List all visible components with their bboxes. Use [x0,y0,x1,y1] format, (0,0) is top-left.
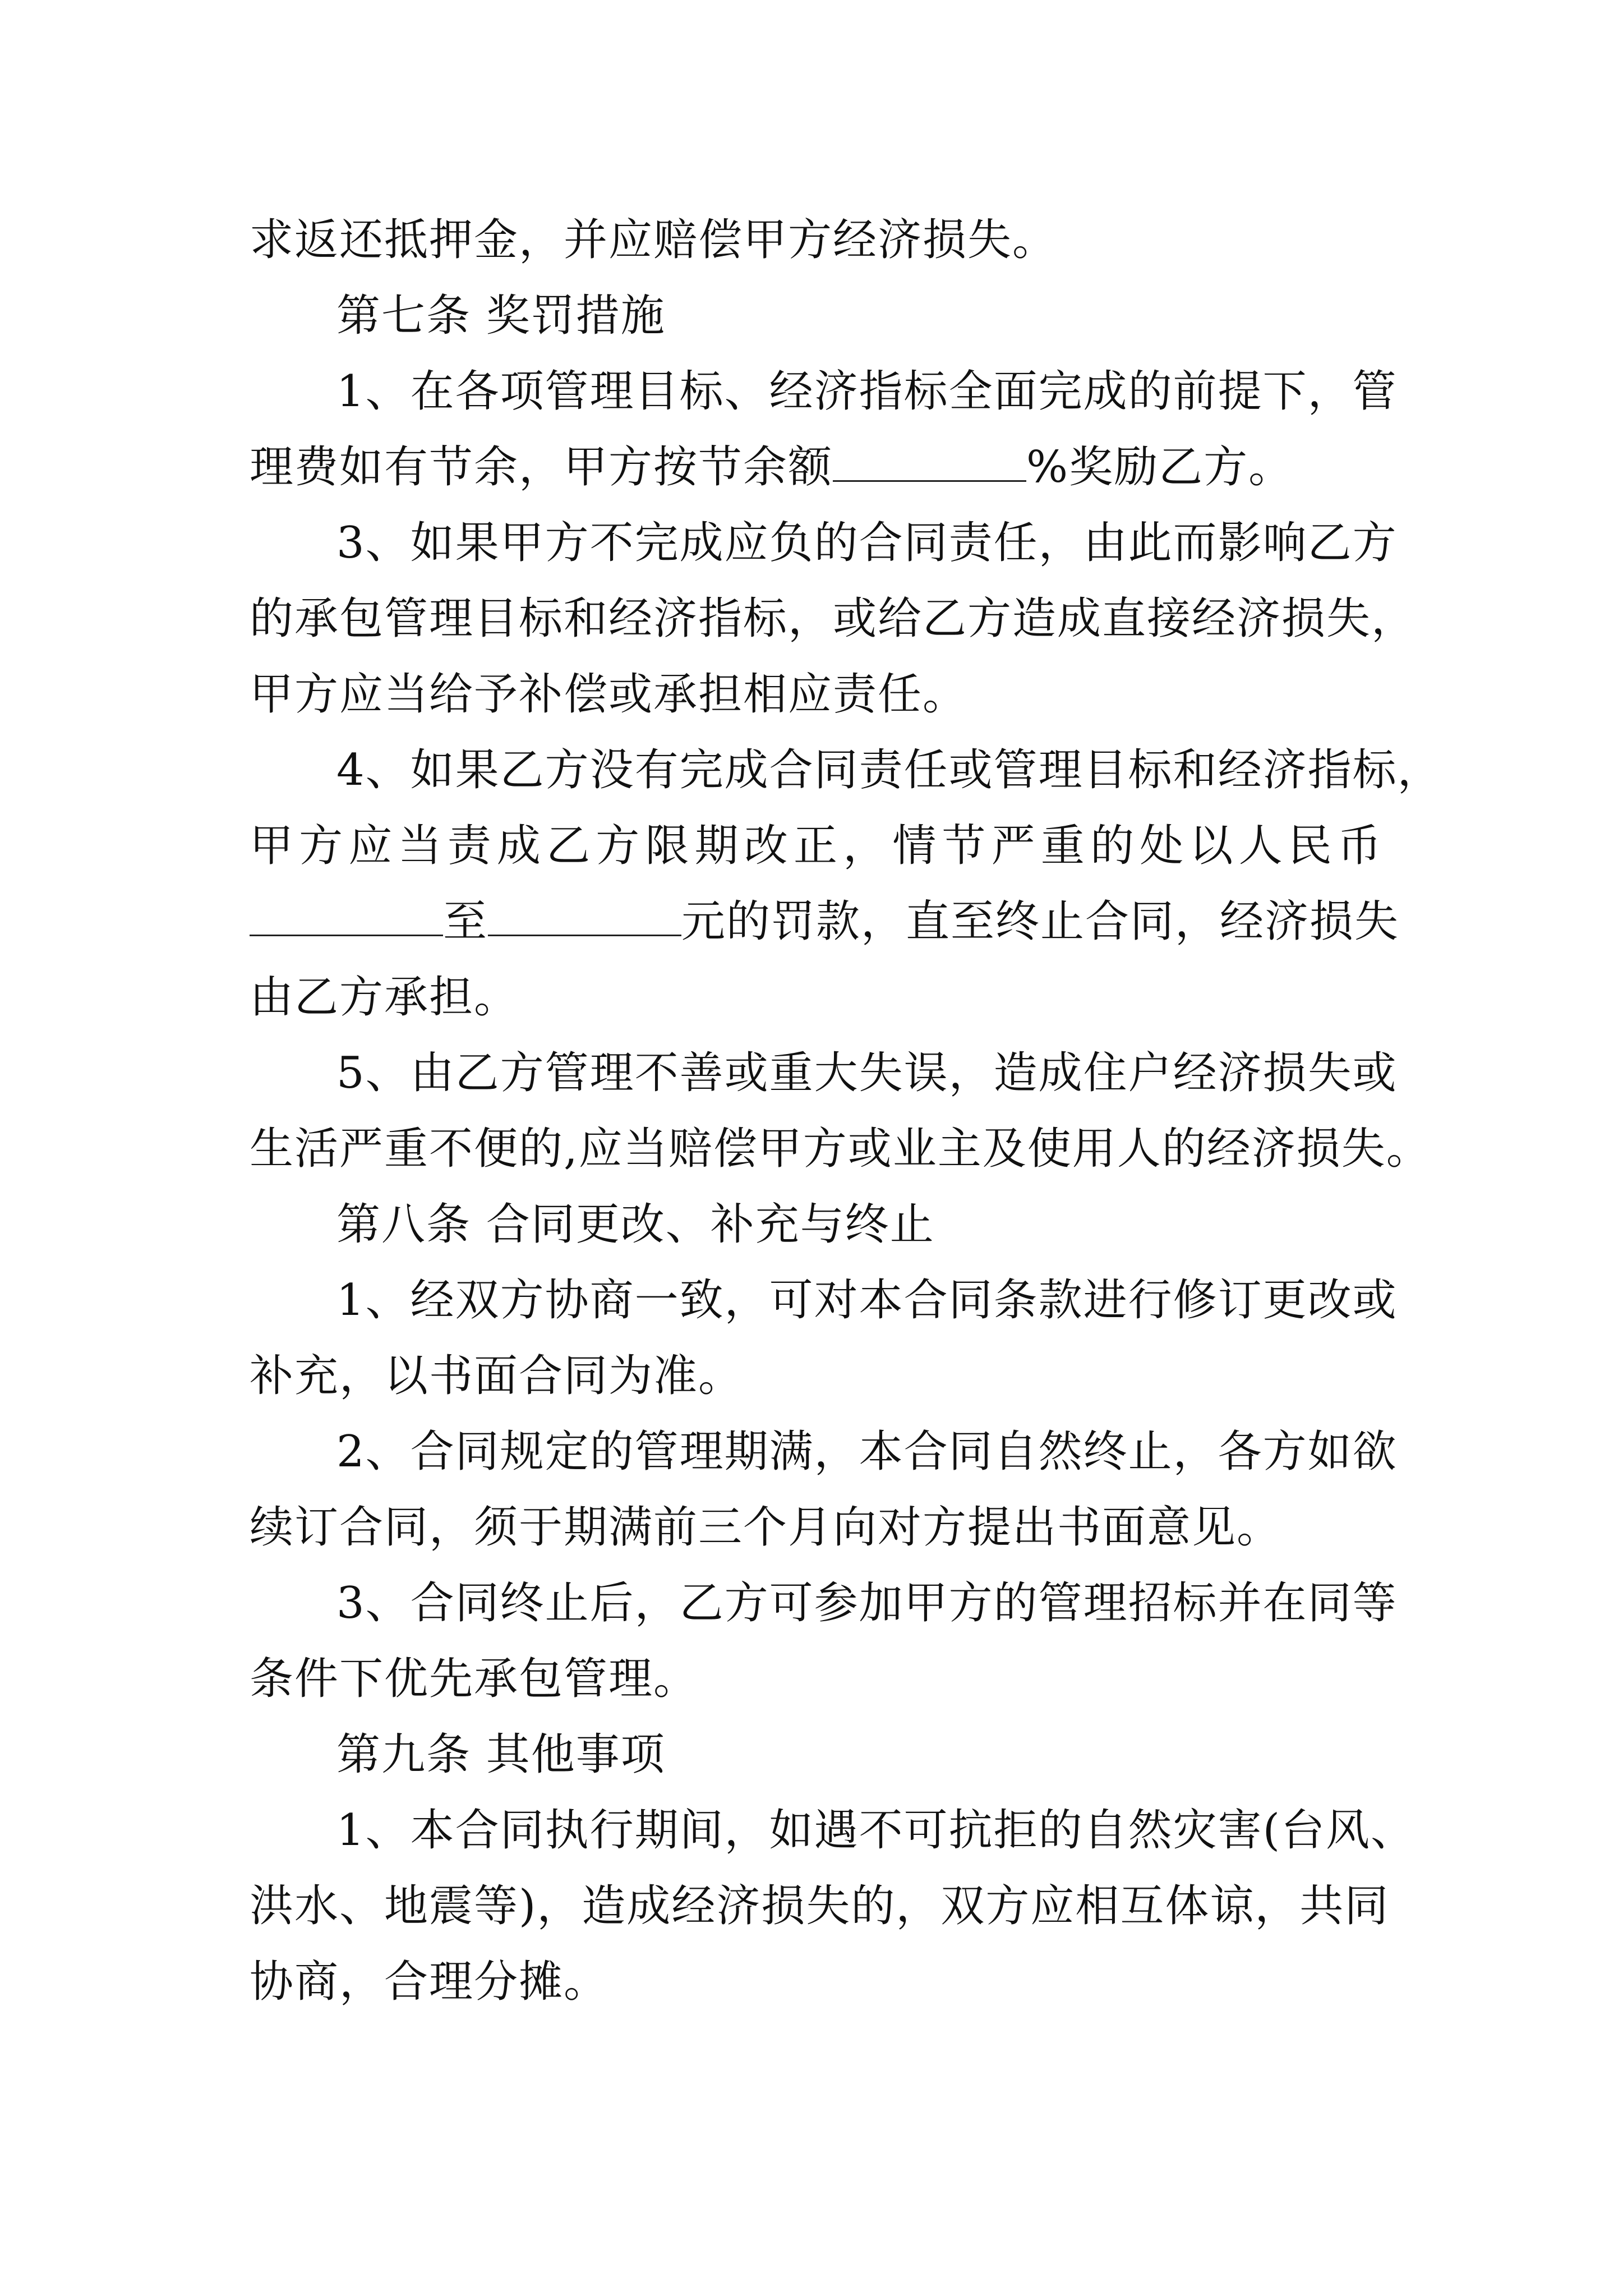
text-line [250,895,1400,949]
text-segment: 理费如有节余，甲方按节余额 [250,442,833,493]
text-line: 2、合同规定的管理期满，本合同自然终止，各方如欲 [336,1427,1398,1477]
text-line: 4、如果乙方没有完成合同责任或管理目标和经济指标， [336,745,1442,795]
text-line: 协商，合理分摊。 [250,1957,609,2007]
text-line: 的承包管理目标和经济指标，或给乙方造成直接经济损失， [250,593,1417,644]
text-line: 条件下优先承包管理。 [250,1654,699,1704]
text-line: 洪水、地震等)，造成经济损失的，双方应相互体谅，共同 [250,1881,1390,1931]
text-line: 甲方应当给予补偿或承担相应责任。 [250,669,968,720]
fill-in-blank [833,441,1026,482]
text-line: 生活严重不便的,应当赔偿甲方或业主及使用人的经济损失。 [250,1124,1431,1174]
text-line: 由乙方承担。 [250,972,519,1023]
text-line: 1、本合同执行期间，如遇不可抗拒的自然灾害(台风、 [336,1805,1416,1856]
text-segment: %奖励乙方。 [1026,442,1294,493]
text-line: 3、如果甲方不完成应负的合同责任，由此而影响乙方 [336,518,1398,568]
text-line: 甲方应当责成乙方限期改正，情节严重的处以人民币 [250,821,1382,871]
text-line [250,440,1382,494]
text-line: 补充，以书面合同为准。 [250,1351,744,1401]
article-heading: 第七条 奖罚措施 [336,291,666,341]
text-line: 1、经双方协商一致，可对本合同条款进行修订更改或 [336,1275,1398,1326]
text-line: 续订合同，须于期满前三个月向对方提出书面意见。 [250,1502,1282,1553]
text-line: 求返还抵押金，并应赔偿甲方经济损失。 [250,215,1058,265]
text-segment: 元的罚款，直至终止合同，经济损失 [681,896,1400,947]
text-line: 5、由乙方管理不善或重大失误，造成住户经济损失或 [336,1048,1398,1098]
article-heading: 第九条 其他事项 [336,1729,666,1780]
text-line: 1、在各项管理目标、经济指标全面完成的前提下，管 [336,366,1398,417]
text-segment: 至 [443,896,488,947]
fill-in-blank [488,895,681,936]
article-heading: 第八条 合同更改、补充与终止 [336,1199,935,1250]
fill-in-blank [250,895,443,936]
text-line: 3、合同终止后，乙方可参加甲方的管理招标并在同等 [336,1578,1398,1628]
